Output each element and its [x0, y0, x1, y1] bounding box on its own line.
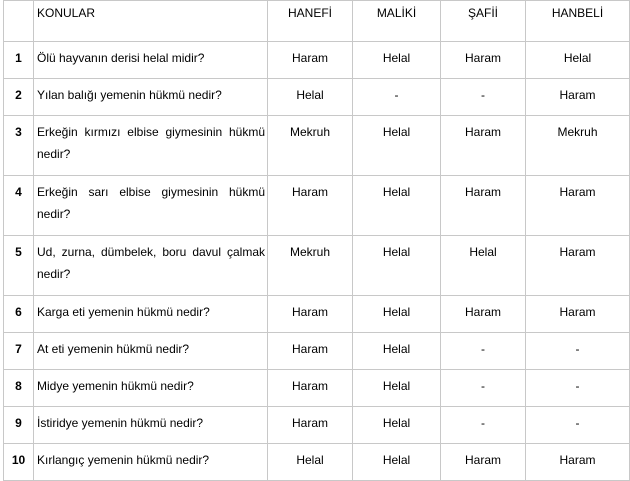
cell-safii: Haram	[441, 296, 526, 333]
row-question: Karga eti yemenin hükmü nedir?	[34, 296, 268, 333]
table-row	[4, 236, 630, 296]
cell-maliki: Helal	[353, 42, 441, 79]
cell-safii: -	[441, 333, 526, 370]
header-hanefi: HANEFİ	[268, 1, 353, 42]
cell-hanbeli: Haram	[526, 79, 630, 116]
row-question: Ölü hayvanın derisi helal midir?	[34, 42, 268, 79]
row-number: 7	[4, 333, 34, 370]
cell-maliki: Helal	[353, 116, 441, 176]
row-number: 3	[4, 116, 34, 176]
cell-hanefi: Haram	[268, 333, 353, 370]
cell-hanefi: Mekruh	[268, 116, 353, 176]
row-number: 4	[4, 176, 34, 236]
table-row	[4, 444, 630, 481]
cell-maliki: Helal	[353, 236, 441, 296]
row-question: İstiridye yemenin hükmü nedir?	[34, 407, 268, 444]
header-hanbeli: HANBELİ	[526, 1, 630, 42]
cell-safii: Haram	[441, 444, 526, 481]
row-question: Yılan balığı yemenin hükmü nedir?	[34, 79, 268, 116]
row-question: Erkeğin sarı elbise giymesinin hükmü nedir?	[34, 176, 268, 236]
row-number: 1	[4, 42, 34, 79]
row-number: 5	[4, 236, 34, 296]
cell-hanefi: Haram	[268, 42, 353, 79]
cell-safii: -	[441, 407, 526, 444]
table-row	[4, 116, 630, 176]
cell-safii: Haram	[441, 42, 526, 79]
row-number: 6	[4, 296, 34, 333]
cell-hanbeli: -	[526, 370, 630, 407]
cell-maliki: Helal	[353, 296, 441, 333]
row-question: Kırlangıç yemenin hükmü nedir?	[34, 444, 268, 481]
cell-hanbeli: Helal	[526, 42, 630, 79]
table-row	[4, 407, 630, 444]
table-row	[4, 42, 630, 79]
cell-hanbeli: Mekruh	[526, 116, 630, 176]
header-number	[4, 1, 34, 42]
row-number: 9	[4, 407, 34, 444]
cell-hanbeli: Haram	[526, 444, 630, 481]
rulings-table	[3, 0, 630, 481]
cell-maliki: Helal	[353, 176, 441, 236]
row-question: Ud, zurna, dümbelek, boru davul çalmak nedir?	[34, 236, 268, 296]
cell-safii: Haram	[441, 176, 526, 236]
cell-hanbeli: Haram	[526, 296, 630, 333]
table-row	[4, 176, 630, 236]
cell-hanefi: Haram	[268, 407, 353, 444]
cell-hanefi: Haram	[268, 176, 353, 236]
cell-hanefi: Mekruh	[268, 236, 353, 296]
cell-hanefi: Helal	[268, 444, 353, 481]
cell-safii: -	[441, 79, 526, 116]
row-number: 8	[4, 370, 34, 407]
cell-hanefi: Haram	[268, 296, 353, 333]
cell-maliki: Helal	[353, 407, 441, 444]
cell-maliki: -	[353, 79, 441, 116]
table-row	[4, 370, 630, 407]
cell-safii: -	[441, 370, 526, 407]
cell-safii: Haram	[441, 116, 526, 176]
cell-hanefi: Helal	[268, 79, 353, 116]
row-number: 2	[4, 79, 34, 116]
header-maliki: MALİKİ	[353, 1, 441, 42]
header-row	[4, 1, 630, 42]
row-question: Erkeğin kırmızı elbise giymesinin hükmü nedir?	[34, 116, 268, 176]
cell-maliki: Helal	[353, 444, 441, 481]
table-row	[4, 296, 630, 333]
row-number: 10	[4, 444, 34, 481]
row-question: At eti yemenin hükmü nedir?	[34, 333, 268, 370]
cell-maliki: Helal	[353, 333, 441, 370]
cell-hanbeli: Haram	[526, 236, 630, 296]
cell-hanbeli: -	[526, 407, 630, 444]
header-safii: ŞAFİİ	[441, 1, 526, 42]
cell-maliki: Helal	[353, 370, 441, 407]
table-row	[4, 79, 630, 116]
cell-hanefi: Haram	[268, 370, 353, 407]
table-row	[4, 333, 630, 370]
cell-hanbeli: Haram	[526, 176, 630, 236]
row-question: Midye yemenin hükmü nedir?	[34, 370, 268, 407]
cell-hanbeli: -	[526, 333, 630, 370]
cell-safii: Helal	[441, 236, 526, 296]
header-topics: KONULAR	[34, 1, 268, 42]
